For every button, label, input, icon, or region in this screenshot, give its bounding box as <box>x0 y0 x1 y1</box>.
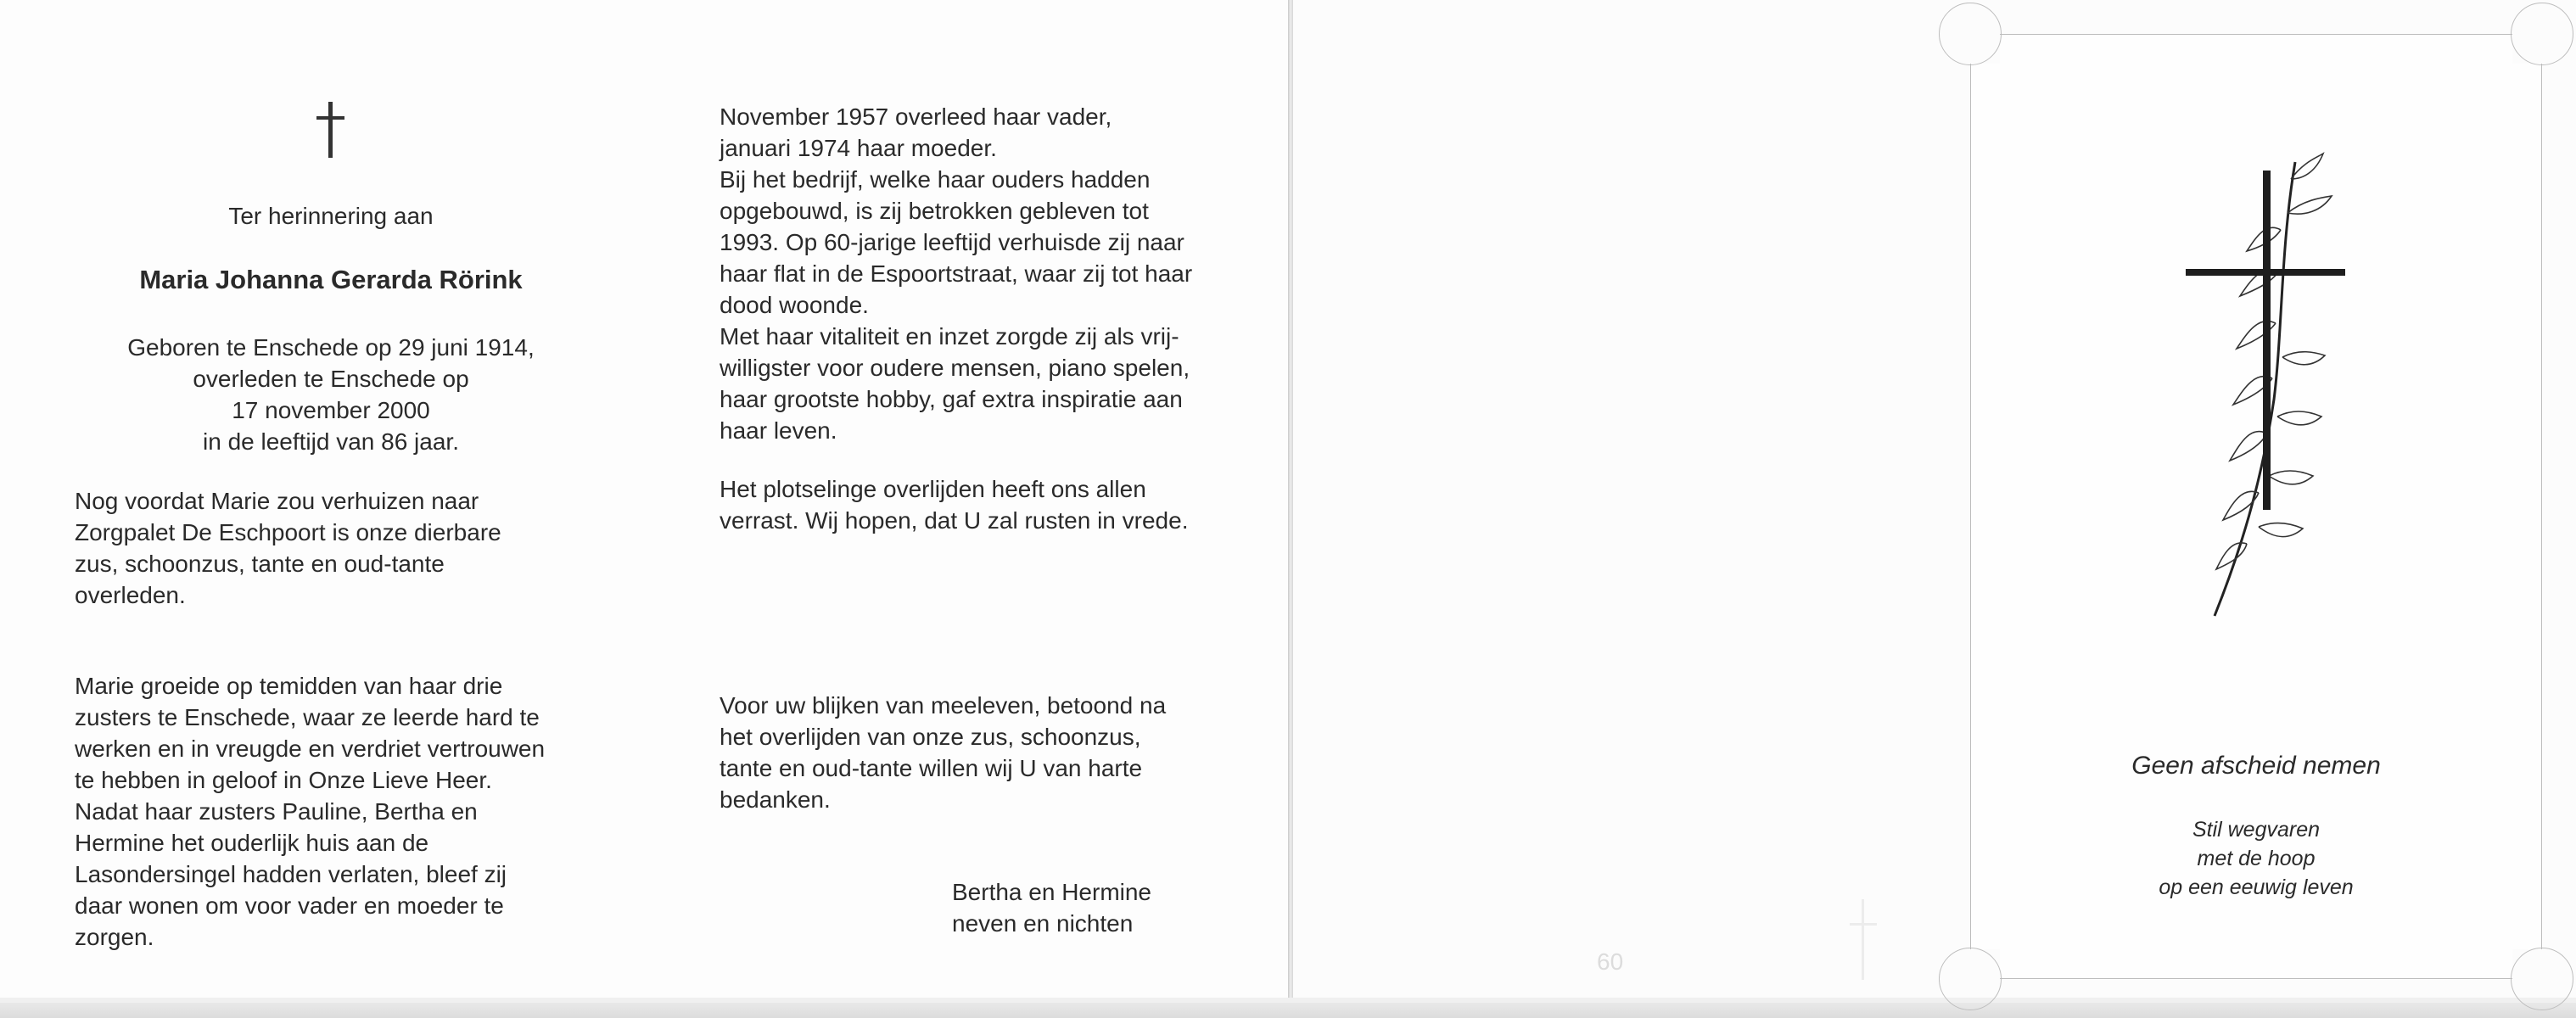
page-fold <box>1288 0 1293 1018</box>
text-line: te hebben in geloof in Onze Lieve Heer. <box>75 767 492 793</box>
faint-page-number: 60 <box>1597 948 1624 975</box>
card-title: Geen afscheid nemen <box>2131 752 2381 780</box>
faint-ghost-cross-icon <box>1846 899 1880 980</box>
text-line: zus, schoonzus, tante en oud-tante <box>75 551 445 577</box>
card-corner <box>2512 949 2543 980</box>
middle-paragraph-1 <box>720 101 1230 446</box>
text-line: willigster voor oudere mensen, piano spelen, <box>720 355 1190 381</box>
text-line: Marie groeide op temidden van haar drie <box>75 673 503 699</box>
text-line: bedanken. <box>720 786 831 813</box>
text-line: werken en in vreugde en verdriet vertrouwen <box>75 736 546 762</box>
text-line: Voor uw blijken van meeleven, betoond na <box>720 692 1167 719</box>
birth-line: overleden te Enschede op <box>193 366 469 392</box>
intro-block <box>75 200 587 232</box>
bottom-edge-shadow <box>0 1003 2576 1018</box>
card-verse <box>1971 815 2541 902</box>
text-line: haar flat in de Espoortstraat, waar zij tot haar <box>720 260 1193 287</box>
text-line: dood woonde. <box>720 292 869 318</box>
verse-line: met de hoop <box>2197 847 2316 870</box>
text-line: Nog voordat Marie zou verhuizen naar <box>75 488 479 514</box>
birth-line: in de leeftijd van 86 jaar. <box>203 428 459 455</box>
text-line: Nadat haar zusters Pauline, Bertha en <box>75 798 478 825</box>
intro-text: Ter herinnering aan <box>228 203 434 229</box>
deceased-name: Maria Johanna Gerarda Rörink <box>139 265 523 294</box>
birth-death-block <box>75 332 587 457</box>
signature-line: Bertha en Hermine <box>952 879 1152 905</box>
cross-icon <box>310 102 352 161</box>
card-corner <box>2512 33 2543 64</box>
verse-line: op een eeuwig leven <box>2159 875 2354 899</box>
text-line: Zorgpalet De Eschpoort is onze dierbare <box>75 519 501 545</box>
middle-paragraph-2 <box>720 473 1230 536</box>
card-corner <box>1969 949 2000 980</box>
memorial-card <box>1970 34 2542 979</box>
text-line: 1993. Op 60-jarige leeftijd verhuisde zij naar <box>720 229 1184 255</box>
signature-block <box>952 876 1232 939</box>
text-line: haar grootste hobby, gaf extra inspiratie aan <box>720 386 1183 412</box>
text-line: Hermine het ouderlijk huis aan de <box>75 830 429 856</box>
middle-paragraph-3 <box>720 690 1230 815</box>
text-line: Bij het bedrijf, welke haar ouders hadden <box>720 166 1151 193</box>
text-line: Met haar vitaliteit en inzet zorgde zij als vrij- <box>720 323 1179 350</box>
text-line: verrast. Wij hopen, dat U zal rusten in vrede. <box>720 507 1189 534</box>
text-line: zusters te Enschede, waar ze leerde hard te <box>75 704 540 730</box>
card-corner <box>1969 33 2000 64</box>
text-line: het overlijden van onze zus, schoonzus, <box>720 724 1141 750</box>
text-line: Het plotselinge overlijden heeft ons allen <box>720 476 1146 502</box>
signature-line: neven en nichten <box>952 910 1134 937</box>
text-line: overleden. <box>75 582 186 608</box>
deceased-name-block <box>75 264 587 295</box>
text-line: opgebouwd, is zij betrokken gebleven tot <box>720 198 1149 224</box>
text-line: November 1957 overleed haar vader, <box>720 103 1112 130</box>
verse-line: Stil wegvaren <box>2192 818 2321 842</box>
cross-with-palm-icon <box>2181 145 2350 620</box>
text-line: januari 1974 haar moeder. <box>720 135 997 161</box>
birth-line: 17 november 2000 <box>232 397 430 423</box>
left-paragraph-1 <box>75 485 585 611</box>
text-line: Lasondersingel hadden verlaten, bleef zij <box>75 861 507 887</box>
birth-line: Geboren te Enschede op 29 juni 1914, <box>127 334 535 361</box>
left-paragraph-2 <box>75 670 585 953</box>
text-line: tante en oud-tante willen wij U van harte <box>720 755 1143 781</box>
text-line: haar leven. <box>720 417 837 444</box>
text-line: daar wonen om voor vader en moeder te <box>75 892 504 919</box>
text-line: zorgen. <box>75 924 154 950</box>
